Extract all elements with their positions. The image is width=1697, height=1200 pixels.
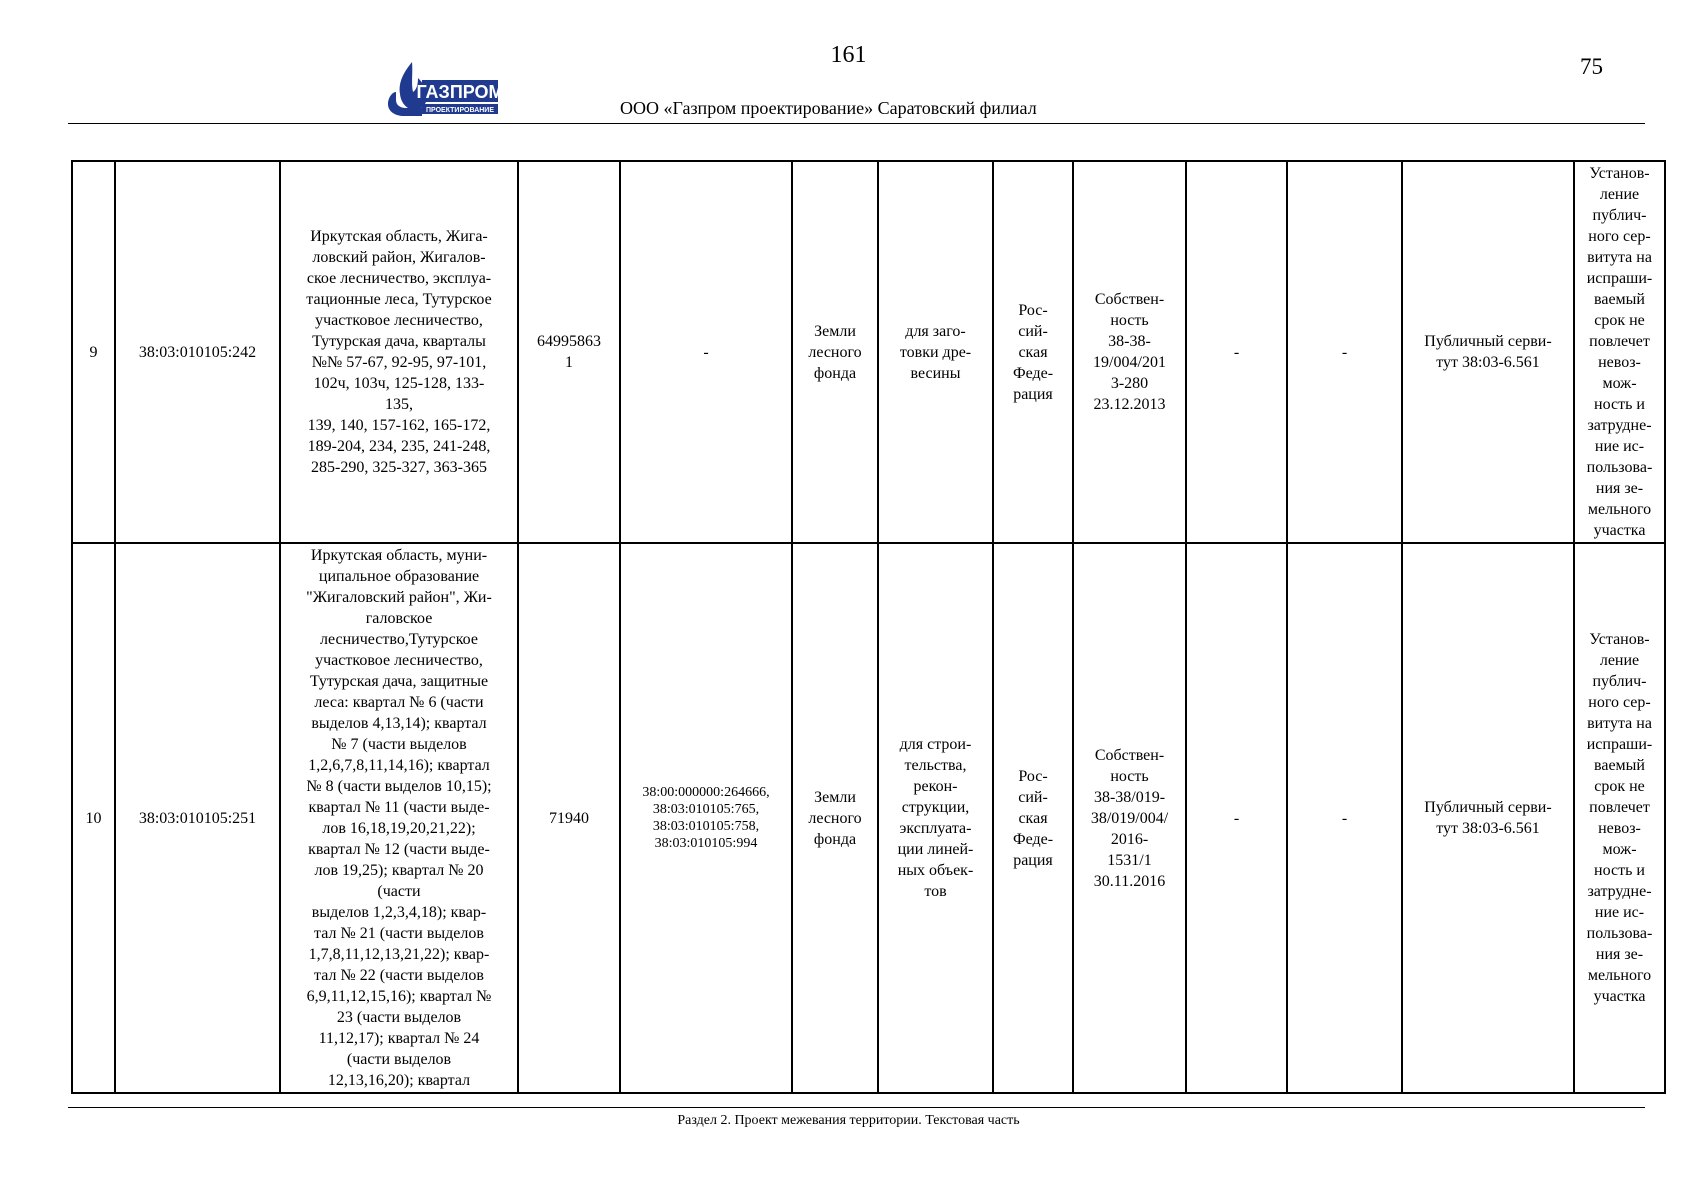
footer-rule [68, 1107, 1645, 1108]
table-row [72, 161, 1665, 543]
encumbrance-cell: Публичный серви- тут 38:03-6.561 [1402, 543, 1574, 1093]
column-10-cell: - [1186, 543, 1287, 1093]
row-number: 9 [72, 161, 115, 543]
cadastral-number: 38:03:010105:251 [115, 543, 280, 1093]
gazprom-flame-icon [382, 58, 500, 118]
land-plots-table [71, 160, 1666, 1094]
right-cell: Собствен- ность 38-38/019- 38/019/004/ 2016- 1531/1 30.11.2016 [1073, 543, 1186, 1093]
area-cell: 71940 [518, 543, 620, 1093]
permitted-use-cell: для строи- тельства, рекон- струкции, эксплуата- ции линей- ных объек- тов [878, 543, 993, 1093]
column-11-cell: - [1287, 161, 1402, 543]
purpose-cell: Установ- ление публич- ного сер- витута на испраши- ваемый срок не повлечет невоз- мож- ность и затрудне- ние ис- пользова- ния зе- мельного участка [1574, 543, 1665, 1093]
address-cell: Иркутская область, Жига- ловский район, Жигалов- ское лесничество, эксплуа- тационные леса, Тутурское участковое лесничество, Тутурская дача, кварталы №№ 57-67, 92-95, 97-101, 102ч, 103ч, 125-128, 133- 135, 139, 140, 157-162, 165-172, 189-204, 234, 235, 241-248, 285-290, 325-327, 363-365 [280, 161, 518, 543]
logo-text-main: ГАЗПРОМ [416, 82, 500, 102]
owner-cell: Рос- сий- ская Феде- рация [993, 161, 1073, 543]
table-row [72, 543, 1665, 1093]
column-11-cell: - [1287, 543, 1402, 1093]
company-name: ООО «Газпром проектирование» Саратовский филиал [620, 98, 1037, 118]
gazprom-logo [382, 58, 500, 118]
cadastral-number: 38:03:010105:242 [115, 161, 280, 543]
column-10-cell: - [1186, 161, 1287, 543]
permitted-use-cell: для заго- товки дре- весины [878, 161, 993, 543]
related-plots-cell: - [620, 161, 792, 543]
land-category-cell: Земли лесного фонда [792, 543, 878, 1093]
footer-text: Раздел 2. Проект межевания территории. Текстовая часть [677, 1113, 1020, 1128]
encumbrance-cell: Публичный серви- тут 38:03-6.561 [1402, 161, 1574, 543]
address-cell: Иркутская область, муни- ципальное образование "Жигаловский район", Жи- галовское лесничество,Тутурское участковое лесничество, Тутурская дача, защитные леса: квартал № 6 (части выделов 4,13,14); квартал № 7 (части выделов 1,2,6,7,8,11,14,16); квартал № 8 (части выделов 10,15); квартал № 11 (части выде- лов 16,18,19,20,21,22); квартал № 12 (части выде- лов 19,25); квартал № 20 (части выделов 1,2,3,4,18); квар- тал № 21 (части выделов 1,7,8,11,12,13,21,22); квар- тал № 22 (части выделов 6,9,11,12,15,16); квартал № 23 (части выделов 11,12,17); квартал № 24 (части выделов 12,13,16,20); квартал [280, 543, 518, 1093]
row-number: 10 [72, 543, 115, 1093]
page-number-center: 161 [830, 42, 867, 68]
logo-text-sub: ПРОЕКТИРОВАНИЕ [425, 107, 495, 114]
right-cell: Собствен- ность 38-38- 19/004/201 3-280 23.12.2013 [1073, 161, 1186, 543]
area-cell: 64995863 1 [518, 161, 620, 543]
land-category-cell: Земли лесного фонда [792, 161, 878, 543]
owner-cell: Рос- сий- ская Феде- рация [993, 543, 1073, 1093]
purpose-cell: Установ- ление публич- ного сер- витута на испраши- ваемый срок не повлечет невоз- мож- ность и затрудне- ние ис- пользова- ния зе- мельного участка [1574, 161, 1665, 543]
page-number-right: 75 [1580, 54, 1603, 79]
related-plots-cell: 38:00:000000:264666, 38:03:010105:765, 38:03:010105:758, 38:03:010105:994 [620, 543, 792, 1093]
header-rule [68, 123, 1645, 124]
